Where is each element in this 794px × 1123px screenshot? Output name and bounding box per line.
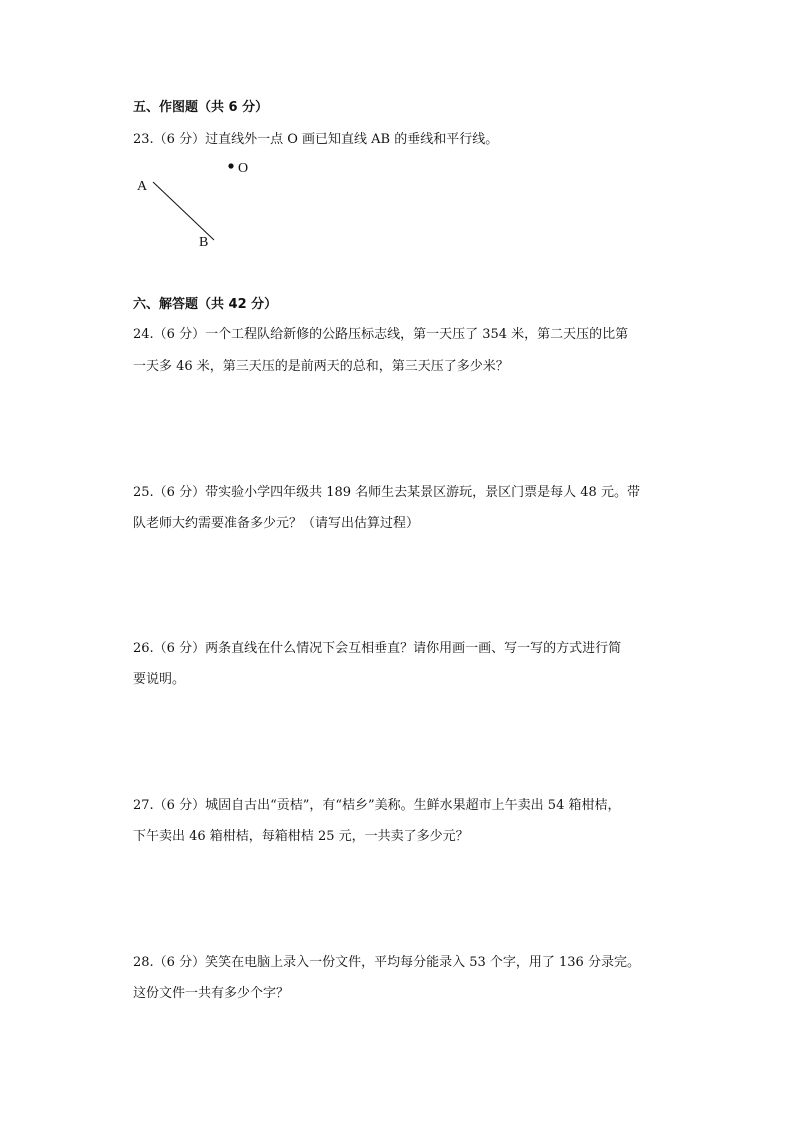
section-5-heading: 五、作图题（共 6 分） bbox=[133, 100, 269, 115]
question-26-line-2: 要说明。 bbox=[133, 672, 186, 687]
section-6-heading: 六、解答题（共 42 分） bbox=[133, 297, 278, 312]
question-26-line-1: 26.（6 分）两条直线在什么情况下会互相垂直？请你用画一画、写一写的方式进行简 bbox=[133, 641, 622, 656]
question-28-line-1: 28.（6 分）笑笑在电脑上录入一份文件，平均每分能录入 53 个字，用了 136 分录完。 bbox=[133, 955, 640, 970]
question-24-line-1: 24.（6 分）一个工程队给新修的公路压标志线，第一天压了 354 米，第二天压的比第 bbox=[133, 327, 629, 342]
point-a-label: A bbox=[137, 179, 148, 194]
point-o-dot bbox=[228, 163, 233, 168]
point-o-label: O bbox=[238, 161, 249, 176]
question-24-line-2: 一天多 46 米，第三天压的是前两天的总和，第三天压了多少米？ bbox=[133, 359, 509, 374]
question-28-line-2: 这份文件一共有多少个字？ bbox=[133, 986, 290, 1001]
question-27-line-1: 27.（6 分）城固自古出“贡桔”，有“桔乡”美称。生鲜水果超市上午卖出 54 箱柑桔， bbox=[133, 798, 621, 813]
question-23-text: 23.（6 分）过直线外一点 O 画已知直线 AB 的垂线和平行线。 bbox=[133, 132, 499, 147]
question-25-line-1: 25.（6 分）带实验小学四年级共 189 名师生去某景区游玩，景区门票是每人 48 元。带 bbox=[133, 485, 640, 500]
point-b-label: B bbox=[199, 235, 209, 250]
question-27-line-2: 下午卖出 46 箱柑桔，每箱柑桔 25 元，一共卖了多少元？ bbox=[133, 829, 469, 844]
line-ab bbox=[153, 182, 214, 240]
question-23-figure bbox=[133, 158, 273, 254]
question-25-line-2: 队老师大约需要准备多少元？（请写出估算过程） bbox=[133, 516, 420, 531]
